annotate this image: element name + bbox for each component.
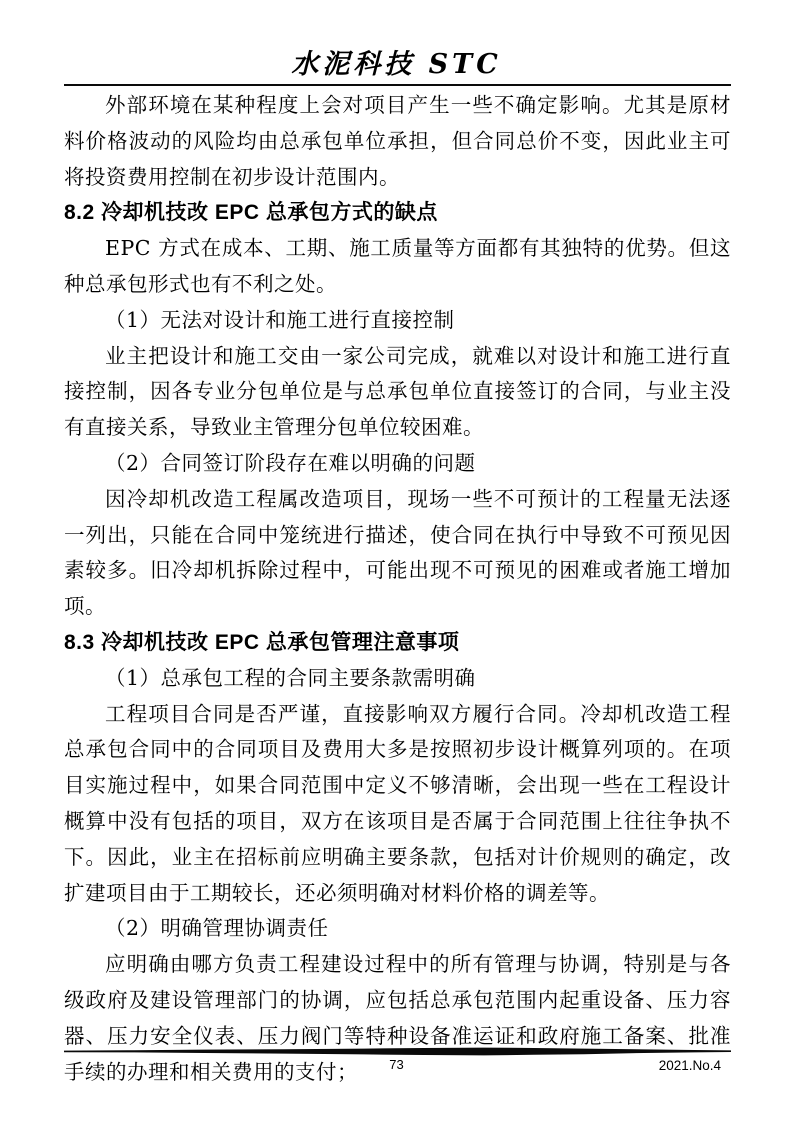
paragraph-8-3-item-1: 工程项目合同是否严谨，直接影响双方履行合同。冷却机改造工程总承包合同中的合同项目及费用大多是按照初步设计概算列项的。在项目实施过程中，如果合同范围中定义不够清晰，会出现一些在工程设计概算中没有包括的项目，双方在该项目是否属于合同范围上往往争执不下。因此，业主在招标前应明确主要条款，包括对计价规则的确定，改扩建项目由于工期较长，还必须明确对材料价格的调差等。: [64, 701, 731, 905]
paragraph-intro: 外部环境在某种程度上会对项目产生一些不确定影响。尤其是原材料价格波动的风险均由总承包单位承担，但合同总价不变，因此业主可将投资费用控制在初步设计范围内。: [64, 93, 731, 189]
section-heading-8-3: 8.3 冷却机技改 EPC 总承包管理注意事项: [64, 630, 460, 654]
paragraph-epc-merits: EPC 方式在成本、工期、施工质量等方面都有其独特的优势。但这种总承包形式也有不利之处。: [64, 236, 731, 296]
page-number: 73: [389, 1057, 404, 1072]
paragraph-8-2-item-1: 业主把设计和施工交由一家公司完成，就难以对设计和施工进行直接控制，因各专业分包单位是与总承包单位直接签订的合同，与业主没有直接关系，导致业主管理分包单位较困难。: [64, 343, 731, 440]
subheading-8-3-item-2: （2）明确管理协调责任: [105, 916, 329, 941]
section-heading-8-2: 8.2 冷却机技改 EPC 总承包方式的缺点: [64, 201, 438, 225]
issue-label: 2021.No.4: [658, 1058, 721, 1073]
journal-title: 水泥科技 STC: [291, 49, 502, 80]
subheading-8-2-item-2: （2）合同签订阶段存在难以明确的问题: [105, 450, 476, 475]
paragraph-8-2-item-2: 因冷却机改造工程属改造项目，现场一些不可预计的工程量无法逐一列出，只能在合同中笼统进行描述，使合同在执行中导致不可预见因素较多。旧冷却机拆除过程中，可能出现不可预见的困难或者施工增加项。: [64, 486, 731, 619]
article-body: [64, 88, 731, 1090]
subheading-8-3-item-1: （1）总承包工程的合同主要条款需明确: [105, 665, 476, 690]
paragraph-8-3-item-2: 应明确由哪方负责工程建设过程中的所有管理与协调，特别是与各级政府及建设管理部门的协调，应包括总承包范围内起重设备、压力容器、压力安全仪表、压力阀门等特种设备准运证和政府施工备案、批准手续的办理和相关费用的支付；: [64, 952, 731, 1084]
subheading-8-2-item-1: （1）无法对设计和施工进行直接控制: [105, 307, 455, 332]
footer-rule: [64, 1047, 731, 1057]
header-rule: [64, 84, 731, 86]
